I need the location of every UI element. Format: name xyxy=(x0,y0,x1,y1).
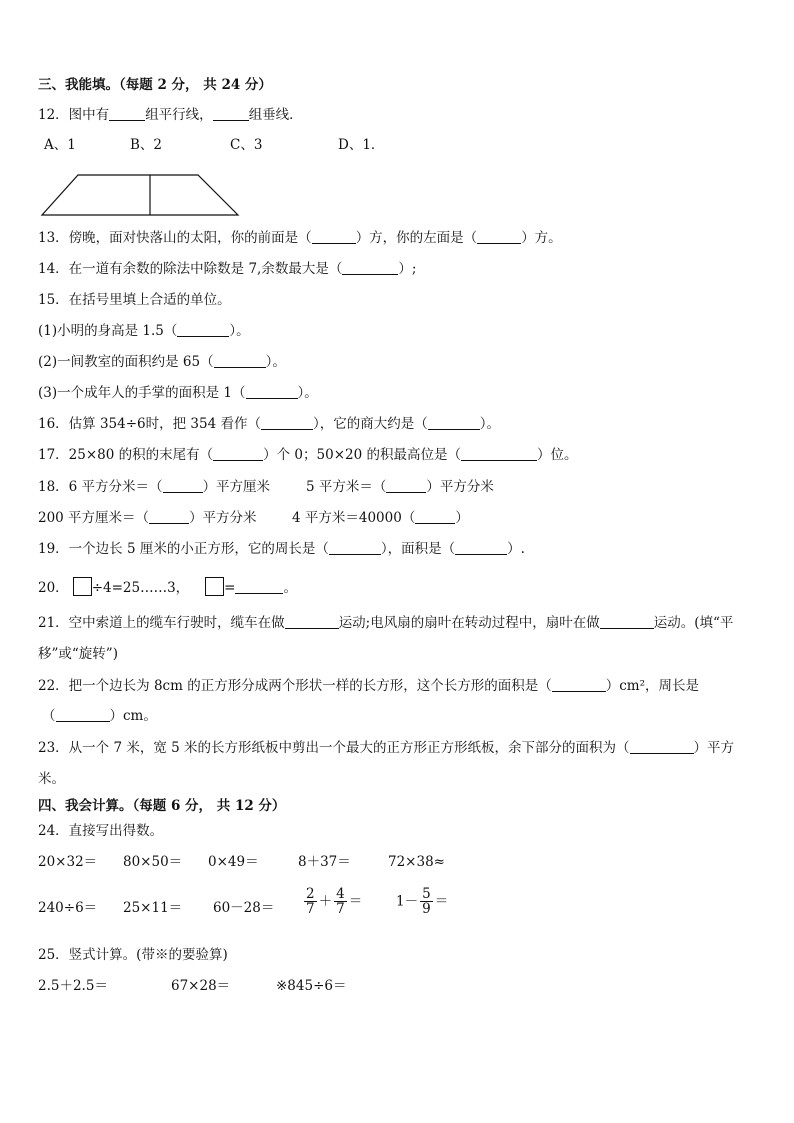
trapezoid-outline xyxy=(42,175,238,215)
q13-text: ）方。 xyxy=(521,230,562,246)
question-17 xyxy=(38,446,577,464)
q23-text: ）平方 xyxy=(693,740,735,756)
operand: 1－ xyxy=(396,893,419,910)
q12-option-b[interactable]: B、2 xyxy=(130,137,163,153)
calc-item: 20×32＝ xyxy=(38,854,98,870)
q18-text: ）平方厘米 xyxy=(202,479,271,495)
answer-blank[interactable] xyxy=(56,708,110,722)
question-21-line-2: 移”或“旋转”) xyxy=(38,646,118,662)
answer-blank[interactable] xyxy=(261,416,313,430)
answer-box[interactable] xyxy=(73,577,92,596)
fraction xyxy=(334,887,347,916)
q21-text: 21．空中索道上的缆车行驶时，缆车在做 xyxy=(38,615,285,631)
fraction xyxy=(304,887,317,916)
q18-text: ）平方分米 xyxy=(426,479,494,495)
section-4-title: 四、我会计算。（每题 6 分， 共 12 分） xyxy=(38,798,286,814)
question-20 xyxy=(38,577,297,597)
question-15-item-1 xyxy=(38,322,250,340)
question-23-line-2: 米。 xyxy=(38,771,65,787)
answer-blank[interactable] xyxy=(428,416,480,430)
fraction-sum-item xyxy=(302,887,362,916)
question-21 xyxy=(38,614,733,632)
q20-text: ÷4=25……3， xyxy=(91,580,190,596)
q15-text: ）。 xyxy=(265,354,286,370)
answer-blank[interactable] xyxy=(213,107,249,121)
question-18-line-2b xyxy=(292,509,469,527)
q18-text: ）平方分米 xyxy=(189,510,257,526)
q22-text: ）cm。 xyxy=(109,708,157,724)
q12-option-a[interactable]: A、1 xyxy=(44,137,76,153)
calc-item: 60－28＝ xyxy=(213,900,275,916)
answer-blank[interactable] xyxy=(177,323,229,337)
q19-text: ），面积是（ xyxy=(380,541,456,557)
q15-text: ）。 xyxy=(229,323,250,339)
question-15-item-3 xyxy=(38,384,318,402)
q18-text: 5 平方米＝（ xyxy=(306,479,387,495)
q23-text: 23．从一个 7 米，宽 5 米的长方形纸板中剪出一个最大的正方形正方形纸板，余下部分的面积为（ xyxy=(38,740,630,756)
q12-option-c[interactable]: C、3 xyxy=(230,137,263,153)
q22-text: （ xyxy=(42,708,56,724)
equals: ＝ xyxy=(434,893,449,910)
q19-text: 19．一个边长 5 厘米的小正方形，它的周长是（ xyxy=(38,541,329,557)
calc-item: 72×38≈ xyxy=(388,854,445,870)
q12-option-d[interactable]: D、1． xyxy=(338,137,385,153)
q15-text: (1)小明的身高是 1.5（ xyxy=(38,323,178,339)
q12-text: 12．图中有 xyxy=(38,107,110,123)
q16-text: ）。 xyxy=(479,416,500,432)
q18-text: 4 平方米＝40000（ xyxy=(292,510,416,526)
question-25-title: 25．竖式计算。(带※的要验算) xyxy=(38,947,228,963)
question-18-line-1b xyxy=(306,478,494,496)
answer-blank[interactable] xyxy=(312,230,356,244)
question-18-line-2 xyxy=(38,509,257,527)
answer-blank[interactable] xyxy=(163,479,203,493)
q13-text: ）方，你的左面是（ xyxy=(355,230,478,246)
denominator: 7 xyxy=(306,901,315,917)
q18-text: ） xyxy=(455,510,469,526)
question-14 xyxy=(38,260,416,278)
fraction xyxy=(420,887,433,916)
denominator: 9 xyxy=(422,901,431,917)
answer-blank[interactable] xyxy=(109,107,145,121)
answer-blank[interactable] xyxy=(329,541,381,555)
q13-text: 13．傍晚，面对快落山的太阳，你的前面是（ xyxy=(38,230,312,246)
answer-blank[interactable] xyxy=(246,385,298,399)
question-13 xyxy=(38,229,562,247)
fraction-diff-item xyxy=(396,887,448,916)
answer-blank[interactable] xyxy=(415,510,455,524)
answer-blank[interactable] xyxy=(552,678,606,692)
answer-blank[interactable] xyxy=(342,261,398,275)
q20-text: = xyxy=(224,580,236,596)
equals: ＝ xyxy=(348,893,363,910)
calc-item: 0×49＝ xyxy=(208,854,259,870)
question-12 xyxy=(38,106,303,124)
operator: ＋ xyxy=(318,893,333,910)
q14-text: ）; xyxy=(398,261,417,277)
question-24-title: 24．直接写出得数。 xyxy=(38,823,164,839)
q15-text: (2)一间教室的面积约是 65（ xyxy=(38,354,214,370)
calc-item: 8＋37＝ xyxy=(298,854,351,870)
answer-blank[interactable] xyxy=(477,230,521,244)
q17-text: ）个 0；50×20 的积最高位是（ xyxy=(263,447,461,463)
calc-item: 80×50＝ xyxy=(123,854,183,870)
q16-text: ），它的商大约是（ xyxy=(313,416,428,432)
answer-box[interactable] xyxy=(205,577,224,596)
q15-text: ）。 xyxy=(297,385,318,401)
q12-text: 组平行线， xyxy=(145,107,213,123)
q18-text: 18．6 平方分米＝（ xyxy=(38,479,163,495)
vertical-calc-item: ※845÷6＝ xyxy=(276,978,347,994)
q19-text: ）. xyxy=(507,541,525,557)
question-15-item-2 xyxy=(38,353,286,371)
vertical-calc-item: 67×28＝ xyxy=(171,978,231,994)
answer-blank[interactable] xyxy=(630,740,694,754)
q21-text: 运动。(填“平 xyxy=(653,615,734,631)
q15-text: (3)一个成年人的手掌的面积是 1（ xyxy=(38,385,246,401)
numerator: 4 xyxy=(336,886,345,902)
q20-text: 。 xyxy=(283,580,297,596)
q16-text: 16．估算 354÷6时，把 354 看作（ xyxy=(38,416,261,432)
question-18-line-1 xyxy=(38,478,270,496)
calc-item: 240÷6＝ xyxy=(38,900,98,916)
question-23 xyxy=(38,739,734,757)
question-19 xyxy=(38,540,525,558)
q20-text: 20． xyxy=(38,580,69,596)
q17-text: ）位。 xyxy=(536,447,578,463)
q22-text: 22．把一个边长为 8cm 的正方形分成两个形状一样的长方形，这个长方形的面积是（ xyxy=(38,678,552,694)
answer-blank[interactable] xyxy=(455,541,507,555)
numerator: 5 xyxy=(422,886,431,902)
numerator: 2 xyxy=(306,886,315,902)
vertical-calc-item: 2.5＋2.5＝ xyxy=(38,978,108,994)
answer-blank[interactable] xyxy=(600,615,654,629)
answer-blank[interactable] xyxy=(149,510,189,524)
calc-item: 25×11＝ xyxy=(123,900,183,916)
denominator: 7 xyxy=(336,901,345,917)
answer-blank[interactable] xyxy=(214,354,266,368)
answer-blank[interactable] xyxy=(386,479,426,493)
question-16 xyxy=(38,415,500,433)
trapezoid-figure xyxy=(38,170,242,220)
answer-blank[interactable] xyxy=(461,447,537,461)
answer-blank[interactable] xyxy=(213,447,263,461)
q22-text: ）cm²，周长是 xyxy=(605,678,699,694)
q17-text: 17．25×80 的积的末尾有（ xyxy=(38,447,214,463)
q18-text: 200 平方厘米＝（ xyxy=(38,510,150,526)
q21-text: 运动;电风扇的扇叶在转动过程中，扇叶在做 xyxy=(338,615,600,631)
answer-blank[interactable] xyxy=(235,580,283,594)
question-22 xyxy=(38,677,699,695)
section-3-title: 三、我能填。（每题 2 分， 共 24 分） xyxy=(38,77,272,93)
question-22-line-2 xyxy=(42,707,157,725)
q14-text: 14．在一道有余数的除法中除数是 7,余数最大是（ xyxy=(38,261,343,277)
question-15-title: 15．在括号里填上合适的单位。 xyxy=(38,292,231,308)
q12-text: 组垂线． xyxy=(248,107,303,123)
answer-blank[interactable] xyxy=(285,615,339,629)
